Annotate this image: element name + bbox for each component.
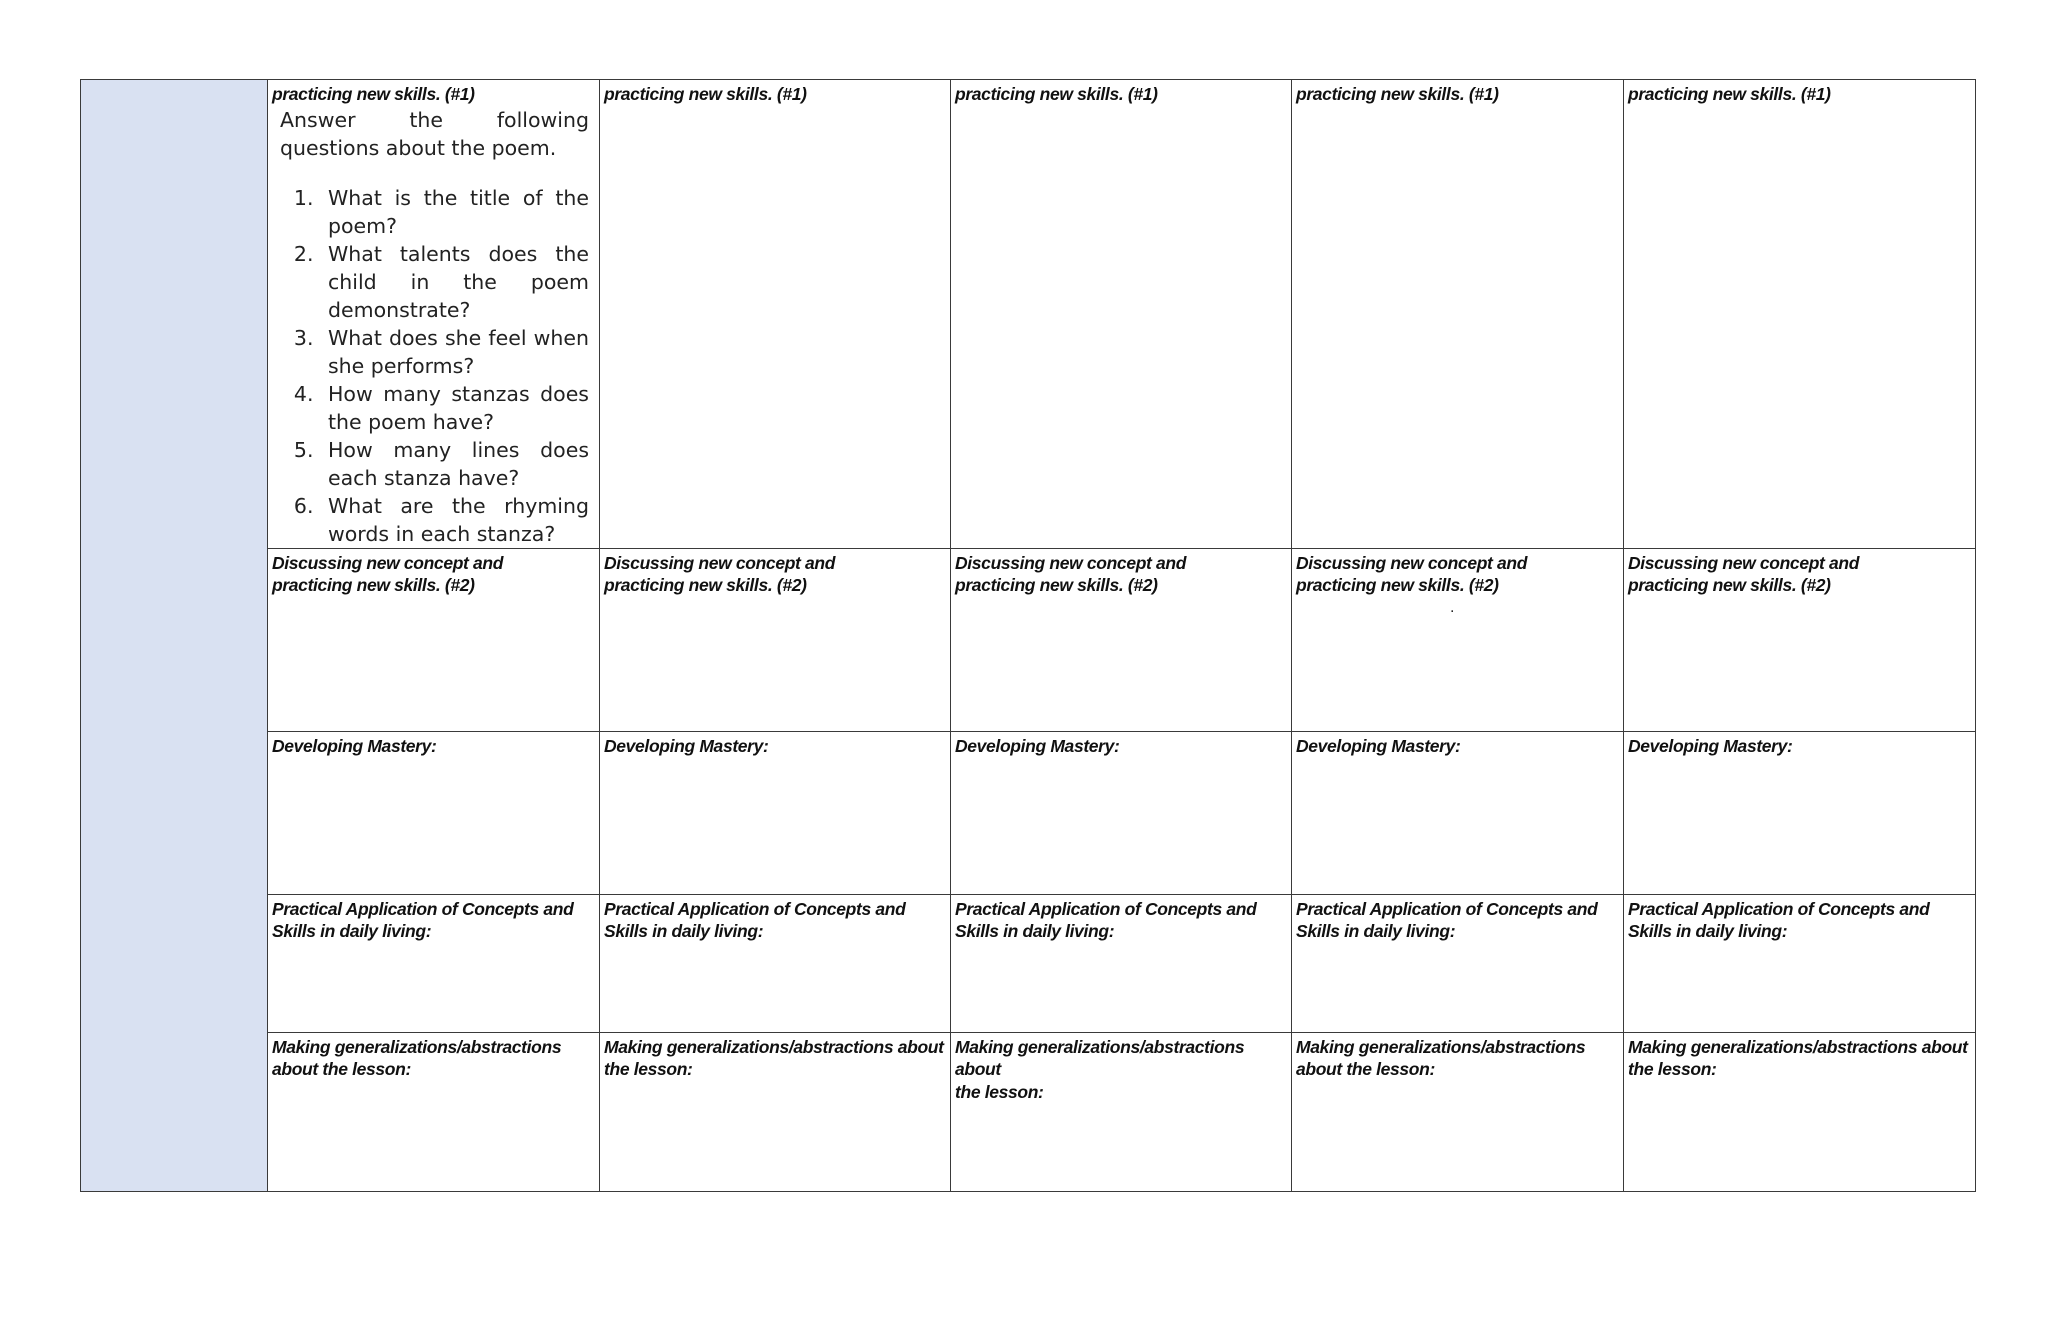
table-cell[interactable] (600, 548, 951, 731)
cell-heading: Making generalizations/abstractions about the lesson: (1296, 1036, 1586, 1079)
cell-heading: practicing new skills. (#1) (604, 84, 807, 104)
cell-heading: Developing Mastery: (1628, 735, 1793, 756)
cell-heading: practicing new skills. (#1) (272, 84, 475, 104)
question-item: 5. How many lines does each stanza have? (320, 436, 589, 492)
table-row (81, 80, 1976, 549)
cell-heading: Practical Application of Concepts and Skills in daily living: (604, 898, 906, 941)
lesson-plan-table (80, 79, 1976, 1192)
table-cell[interactable] (600, 894, 951, 1032)
question-list (268, 184, 599, 548)
table-cell[interactable] (1292, 548, 1624, 731)
table-cell[interactable] (951, 1032, 1292, 1191)
cell-heading: Discussing new concept and practicing new skills. (#2) (1296, 552, 1528, 595)
table-cell[interactable] (268, 1032, 600, 1191)
cell-heading: Making generalizations/abstractions about the lesson: (604, 1036, 944, 1079)
table-cell[interactable] (1624, 1032, 1976, 1191)
cell-heading: Making generalizations/abstractions about the lesson: (1628, 1036, 1968, 1079)
cell-heading: Discussing new concept and practicing new skills. (#2) (272, 552, 504, 595)
table-cell[interactable] (600, 731, 951, 894)
cell-heading: Discussing new concept and practicing new skills. (#2) (604, 552, 836, 595)
table-cell[interactable] (1292, 80, 1624, 549)
table-cell[interactable] (951, 548, 1292, 731)
table-cell[interactable] (268, 731, 600, 894)
table-cell[interactable] (1624, 548, 1976, 731)
cell-heading: practicing new skills. (#1) (955, 84, 1158, 104)
table-row (81, 731, 1976, 894)
cell-heading: Making generalizations/abstractions about the lesson: (272, 1036, 562, 1079)
question-item: 6. What are the rhyming words in each stanza? (320, 492, 589, 548)
question-item: 4. How many stanzas does the poem have? (320, 380, 589, 436)
table-cell[interactable] (268, 894, 600, 1032)
table-cell[interactable] (951, 80, 1292, 549)
question-item: 3. What does she feel when she performs? (320, 324, 589, 380)
cell-heading: Developing Mastery: (604, 735, 769, 756)
cell-heading: Discussing new concept and practicing new skills. (#2) (955, 552, 1187, 595)
table-row (81, 894, 1976, 1032)
cell-heading: Making generalizations/abstractions about the lesson: (955, 1036, 1245, 1102)
cell-heading: Developing Mastery: (272, 735, 437, 756)
cell-heading: Developing Mastery: (955, 735, 1120, 756)
table-cell[interactable] (951, 731, 1292, 894)
cell-heading: Practical Application of Concepts and Skills in daily living: (272, 898, 574, 941)
table-cell[interactable] (1624, 80, 1976, 549)
table-cell[interactable] (268, 548, 600, 731)
cell-heading: Practical Application of Concepts and Skills in daily living: (955, 898, 1257, 941)
table-row (81, 548, 1976, 731)
table-cell[interactable] (600, 80, 951, 549)
table-cell[interactable] (268, 80, 600, 549)
question-item: 1. What is the title of the poem? (320, 184, 589, 240)
table-cell[interactable] (1292, 894, 1624, 1032)
table-cell[interactable] (600, 1032, 951, 1191)
activity-prompt: Answer the following questions about the poem. (280, 107, 589, 160)
table-row (81, 1032, 1976, 1191)
cell-heading: practicing new skills. (#1) (1296, 84, 1499, 104)
cell-heading: Practical Application of Concepts and Skills in daily living: (1296, 898, 1598, 941)
table-cell[interactable] (1624, 894, 1976, 1032)
cell-heading: Developing Mastery: (1296, 735, 1461, 756)
cell-heading: Practical Application of Concepts and Skills in daily living: (1628, 898, 1930, 941)
cell-heading: Discussing new concept and practicing new skills. (#2) (1628, 552, 1860, 595)
table-cell[interactable] (951, 894, 1292, 1032)
table-cell[interactable] (1292, 731, 1624, 894)
shaded-label-column (81, 80, 268, 1192)
table-cell[interactable] (1624, 731, 1976, 894)
cell-heading: practicing new skills. (#1) (1628, 84, 1831, 104)
table-cell[interactable] (1292, 1032, 1624, 1191)
stray-dot: . (1450, 599, 1455, 616)
question-item: 2. What talents does the child in the poem demonstrate? (320, 240, 589, 324)
